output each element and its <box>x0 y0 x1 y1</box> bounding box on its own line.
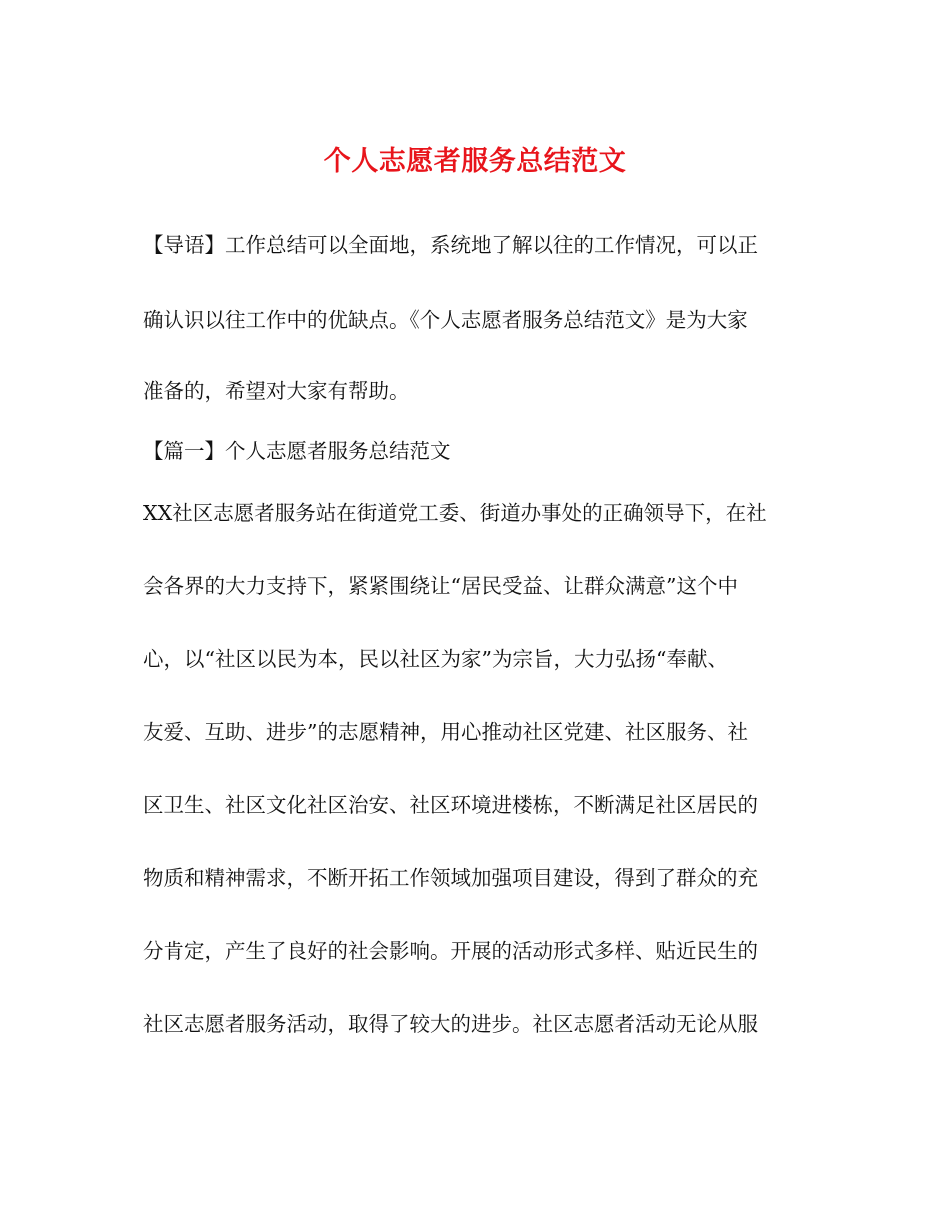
body-line: 友爱、互助、进步”的志愿精神，用心推动社区党建、社区服务、社 <box>143 720 748 744</box>
intro-line: 确认识以往工作中的优缺点。《个人志愿者服务总结范文》是为大家 <box>143 308 748 332</box>
body-line: 物质和精神需求，不断开拓工作领域加强项目建设，得到了群众的充 <box>143 866 758 890</box>
intro-line: 准备的，希望对大家有帮助。 <box>143 379 410 403</box>
section-heading: 【篇一】个人志愿者服务总结范文 <box>143 439 451 463</box>
body-line: 社区志愿者服务活动，取得了较大的进步。社区志愿者活动无论从服 <box>143 1012 758 1036</box>
document-title: 个人志愿者服务总结范文 <box>323 146 627 177</box>
body-line: 心，以“社区以民为本，民以社区为家”为宗旨，大力弘扬“奉献、 <box>143 647 728 671</box>
body-line: 会各界的大力支持下，紧紧围绕让“居民受益、让群众满意”这个中 <box>143 574 738 598</box>
body-line: XX社区志愿者服务站在街道党工委、街道办事处的正确领导下，在社 <box>143 501 767 525</box>
intro-line: 【导语】工作总结可以全面地，系统地了解以往的工作情况，可以正 <box>143 233 758 257</box>
body-line: 分肯定，产生了良好的社会影响。开展的活动形式多样、贴近民生的 <box>143 939 758 963</box>
body-line: 区卫生、社区文化社区治安、社区环境进楼栋，不断满足社区居民的 <box>143 793 758 817</box>
